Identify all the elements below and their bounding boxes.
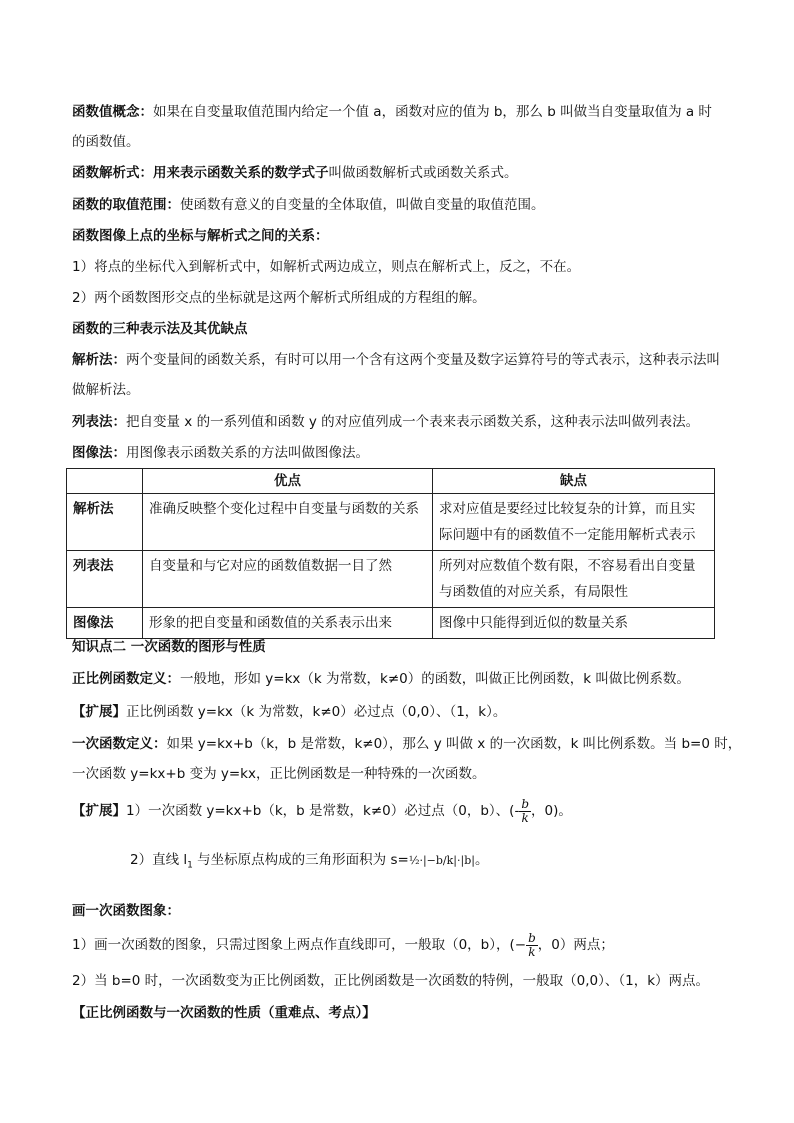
- list-item: 2）两个函数图形交点的坐标就是这两个解析式所组成的方程组的解。: [72, 290, 486, 306]
- table-method: [72, 407, 724, 437]
- list-item: 1）将点的坐标代入到解析式中，如解析式两边成立，则点在解析式上，反之，不在。: [72, 259, 581, 275]
- fraction-denominator: k: [521, 810, 529, 825]
- fraction: [526, 932, 538, 959]
- definition-text: 一般地，形如 y=kx（k 为常数，k≠0）的函数，叫做正比例函数，k 叫做比例系数。: [180, 671, 690, 687]
- extension-label: 【扩展】: [72, 704, 126, 720]
- extension-note: [72, 697, 724, 727]
- function-value-concept: [72, 97, 724, 157]
- term-label: 正比例函数定义：: [72, 671, 180, 687]
- function-expression: [72, 158, 724, 188]
- term-label: 一次函数定义：: [72, 736, 167, 752]
- section-heading: 知识点二 一次函数的图形与性质: [72, 639, 266, 655]
- method-cell: 列表法: [67, 551, 143, 608]
- analytic-method: [72, 345, 724, 405]
- term-label: 函数的取值范围：: [72, 197, 180, 213]
- con-cell: 求对应值是要经过比较复杂的计算，而且实际问题中有的函数值不一定能用解析式表示: [433, 494, 715, 551]
- area-formula: ½·|−b/k|·|b|: [408, 854, 475, 867]
- pro-cell: 形象的把自变量和函数值的关系表示出来: [143, 608, 433, 639]
- fraction-denominator: k: [528, 944, 536, 959]
- linear-definition: [72, 729, 742, 759]
- term-label: 解析法：: [72, 352, 126, 368]
- extension-note: [72, 794, 724, 828]
- list-item: [72, 928, 724, 962]
- triangle-area: [130, 845, 782, 881]
- extension-label: 【扩展】: [72, 803, 126, 819]
- con-cell: 所列对应数值个数有限，不容易看出自变量与函数值的对应关系，有局限性: [433, 551, 715, 608]
- subscript: 1: [187, 860, 193, 871]
- table-header: 缺点: [433, 469, 715, 494]
- proportional-definition: [72, 664, 724, 694]
- table-row: [67, 494, 715, 551]
- list-text: ，0）两点；: [537, 937, 614, 953]
- term-label: 图像法：: [72, 445, 126, 461]
- definition-text: 叫做函数解析式或函数关系式。: [328, 165, 518, 181]
- extension-text: 1）一次函数 y=kx+b（k，b 是常数，k≠0）必过点（0，b）、(-: [126, 803, 520, 819]
- definition-text: 用图像表示函数关系的方法叫做图像法。: [126, 445, 369, 461]
- table-row: [67, 551, 715, 608]
- con-cell: 图像中只能得到近似的数量关系: [433, 608, 715, 639]
- term-label: 函数值概念：: [72, 104, 153, 120]
- comparison-table: [66, 468, 715, 639]
- pro-cell: 自变量和与它对应的函数值数据一目了然: [143, 551, 433, 608]
- section-heading: 画一次函数图象：: [72, 903, 180, 919]
- extension-text: 正比例函数 y=kx（k 为常数，k≠0）必过点（0,0）、（1，k）。: [126, 704, 507, 720]
- list-text: 1）画一次函数的图象，只需过图象上两点作直线即可，一般取（0，b），(−: [72, 937, 527, 953]
- definition-text: 使函数有意义的自变量的全体取值，叫做自变量的取值范围。: [180, 197, 545, 213]
- area-text: 2）直线 l: [130, 852, 188, 868]
- section-heading: 函数图像上点的坐标与解析式之间的关系：: [72, 228, 329, 244]
- area-text: 与坐标原点构成的三角形面积为 s=: [192, 852, 409, 868]
- table-header-row: [67, 469, 715, 494]
- pro-cell: 准确反映整个变化过程中自变量与函数的关系: [143, 494, 433, 551]
- fraction-numerator: b: [521, 796, 529, 811]
- graph-method: [72, 438, 724, 468]
- section-heading: 函数的三种表示法及其优缺点: [72, 321, 248, 337]
- extension-text: ，0)。: [531, 803, 572, 819]
- definition-text: 把自变量 x 的一系列值和函数 y 的对应值列成一个表来表示函数关系，这种表示法叫做列表法。: [126, 414, 700, 430]
- definition-text: 如果在自变量取值范围内给定一个值 a，函数对应的值为 b，那么 b 叫做当自变量取值为 a 时的函数值。: [72, 104, 712, 150]
- function-domain: [72, 190, 724, 220]
- section-heading: 【正比例函数与一次函数的性质（重难点、考点）】: [72, 1005, 376, 1021]
- method-cell: 图像法: [67, 608, 143, 639]
- table-header: 优点: [143, 469, 433, 494]
- term-label: 列表法：: [72, 414, 126, 430]
- fraction: [519, 798, 531, 825]
- table-header: [67, 469, 143, 494]
- list-item: 2）当 b=0 时，一次函数变为正比例函数，正比例函数是一次函数的特例，一般取（0,0）、（1，k）两点。: [72, 973, 710, 989]
- bold-phrase: 用来表示函数关系的数学式子: [153, 165, 329, 181]
- area-text: 。: [474, 852, 489, 868]
- fraction-numerator: b: [528, 930, 536, 945]
- method-cell: 解析法: [67, 494, 143, 551]
- definition-text: 如果 y=kx+b（k，b 是常数，k≠0），那么 y 叫做 x 的一次函数，k 叫比例系数。当 b=0 时，: [166, 736, 742, 752]
- linear-definition-cont: 一次函数 y=kx+b 变为 y=kx，正比例函数是一种特殊的一次函数。: [72, 766, 486, 782]
- definition-text: 两个变量间的函数关系，有时可以用一个含有这两个变量及数字运算符号的等式表示，这种表示法叫做解析法。: [72, 352, 720, 398]
- term-label: 函数解析式：: [72, 165, 153, 181]
